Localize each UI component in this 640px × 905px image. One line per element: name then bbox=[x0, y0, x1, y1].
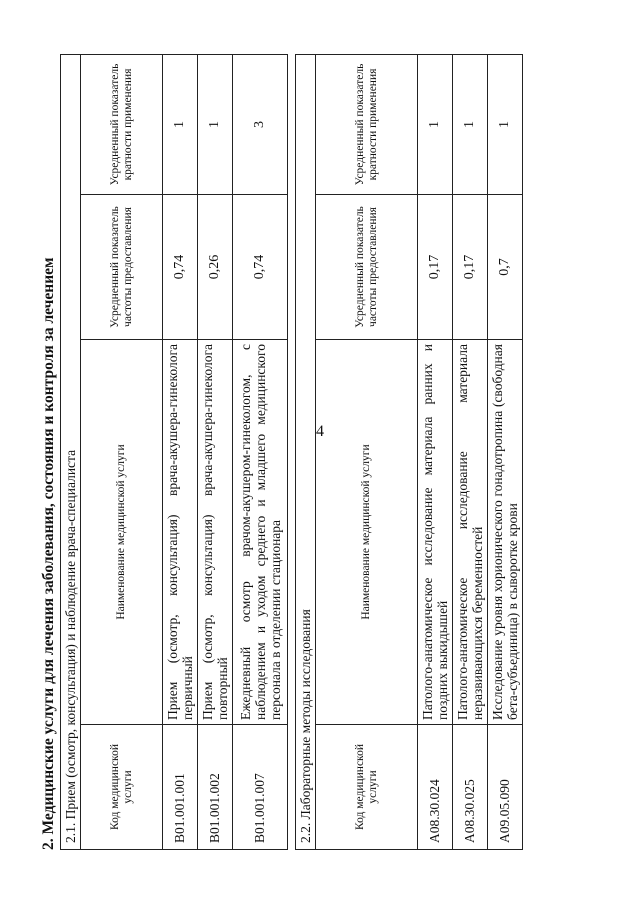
frequency-value: 0,74 bbox=[233, 195, 288, 340]
column-header-multiplicity: Усредненный показатель кратности применения bbox=[81, 54, 163, 194]
section-title: 2. Медицинские услуги для лечения заболевания, состояния и контроля за лечением bbox=[40, 257, 57, 850]
multiplicity-value: 1 bbox=[198, 54, 233, 194]
column-header-name: Наименование медицинской услуги bbox=[316, 340, 418, 725]
service-name: Ежедневный осмотр врачом-акушером-гинекологом, с наблюдением и уходом среднего и младшего медицинского персонала в отделении стационара bbox=[233, 340, 288, 725]
rotated-content bbox=[40, 55, 600, 850]
services-table-laboratory bbox=[295, 54, 523, 850]
service-name: Прием (осмотр, консультация) врача-акушера-гинеколога первичный bbox=[163, 340, 198, 725]
table-row bbox=[198, 54, 233, 849]
column-header-name: Наименование медицинской услуги bbox=[81, 340, 163, 725]
service-name: Патолого-анатомическое исследование материала неразвивающихся беременностей bbox=[453, 340, 488, 725]
column-header-frequency: Усредненный показатель частоты предоставления bbox=[81, 195, 163, 340]
services-table-consultations bbox=[60, 54, 288, 850]
service-code: B01.001.001 bbox=[163, 725, 198, 850]
service-name: Прием (осмотр, консультация) врача-акушера-гинеколога повторный bbox=[198, 340, 233, 725]
column-header-code: Код медицинской услуги bbox=[81, 725, 163, 850]
service-code: B01.001.007 bbox=[233, 725, 288, 850]
multiplicity-value: 1 bbox=[488, 54, 523, 194]
service-code: B01.001.002 bbox=[198, 725, 233, 850]
service-name: Патолого-анатомическое исследование материала ранних и поздних выкидышей bbox=[418, 340, 453, 725]
table-row bbox=[418, 54, 453, 849]
column-header-code: Код медицинской услуги bbox=[316, 725, 418, 850]
frequency-value: 0,17 bbox=[453, 195, 488, 340]
multiplicity-value: 1 bbox=[453, 54, 488, 194]
column-header-multiplicity: Усредненный показатель кратности применения bbox=[316, 54, 418, 194]
multiplicity-value: 3 bbox=[233, 54, 288, 194]
service-code: A08.30.025 bbox=[453, 725, 488, 850]
service-code: A09.05.090 bbox=[488, 725, 523, 850]
table-row bbox=[453, 54, 488, 849]
service-code: A08.30.024 bbox=[418, 725, 453, 850]
table-row bbox=[233, 54, 288, 849]
frequency-value: 0,17 bbox=[418, 195, 453, 340]
table-row bbox=[163, 54, 198, 849]
multiplicity-value: 1 bbox=[163, 54, 198, 194]
table-caption: 2.1. Прием (осмотр, консультация) и наблюдение врача-специалиста bbox=[61, 54, 81, 849]
table-caption: 2.2. Лабораторные методы исследования bbox=[296, 54, 316, 849]
frequency-value: 0,74 bbox=[163, 195, 198, 340]
service-name: Исследование уровня хорионического гонадотропина (свободная бета-субъединица) в сыворотке крови bbox=[488, 340, 523, 725]
column-header-frequency: Усредненный показатель частоты предоставления bbox=[316, 195, 418, 340]
frequency-value: 0,26 bbox=[198, 195, 233, 340]
table-row bbox=[488, 54, 523, 849]
frequency-value: 0,7 bbox=[488, 195, 523, 340]
page-number: 4 bbox=[316, 423, 324, 440]
multiplicity-value: 1 bbox=[418, 54, 453, 194]
